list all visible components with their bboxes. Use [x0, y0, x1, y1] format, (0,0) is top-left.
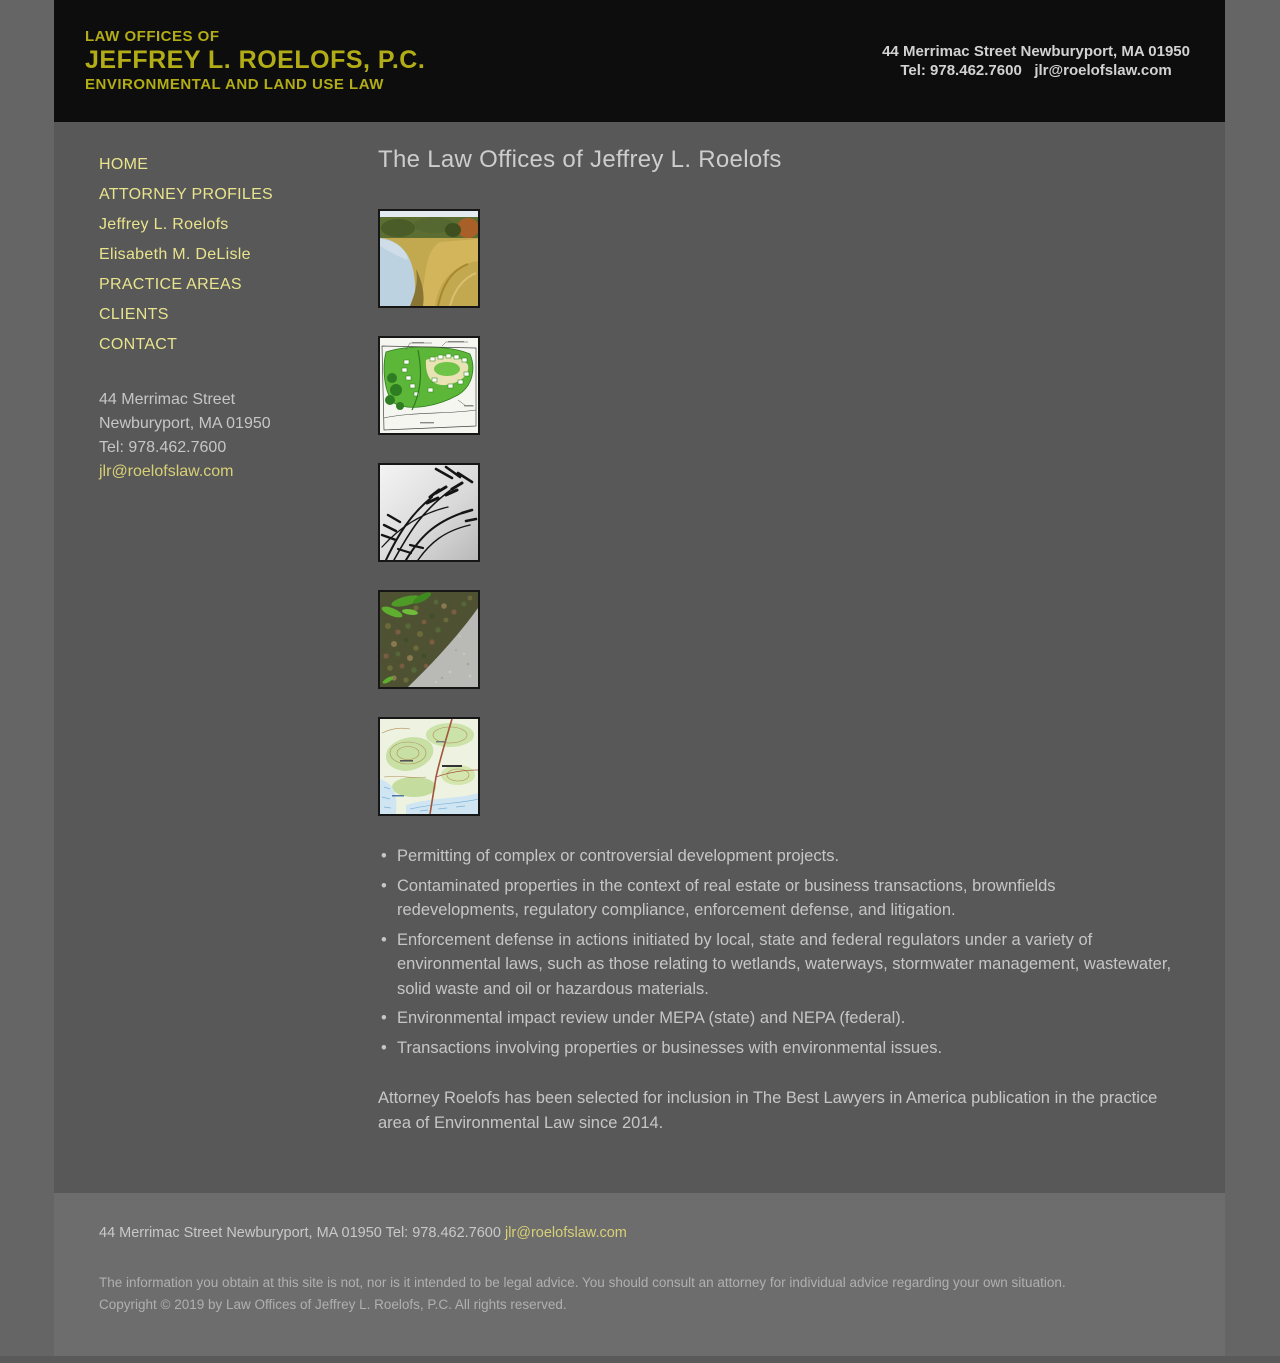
- footer-disclaimer: The information you obtain at this site is not, nor is it intended to be legal advice. You should consult an attorney for individual advice regarding your own situation.: [99, 1275, 1066, 1290]
- thumbnail-topo-map[interactable]: [378, 717, 480, 816]
- footer-contact-line: [99, 1193, 1225, 1242]
- header-contact-block: [882, 42, 1190, 80]
- thumbnail-site-plan-drawing[interactable]: [378, 336, 480, 435]
- bullet-item: • Permitting of complex or controversial development projects.: [378, 844, 1178, 869]
- sidebar-email-link[interactable]: jlr@roelofslaw.com: [99, 463, 234, 480]
- nav-item-elisabeth-delisle[interactable]: Elisabeth M. DeLisle: [99, 246, 251, 263]
- grasses-bw-image: [380, 465, 478, 560]
- topo-map-image: [380, 719, 478, 814]
- content-column: [378, 122, 1225, 1193]
- nav-item-clients[interactable]: CLIENTS: [99, 306, 169, 323]
- firm-logo: [54, 27, 425, 95]
- header-email: jlr@roelofslaw.com: [1034, 62, 1172, 79]
- nav-item-home[interactable]: HOME: [99, 156, 149, 173]
- nav-item-practice-areas[interactable]: PRACTICE AREAS: [99, 276, 242, 293]
- thumbnail-stack: [378, 209, 1178, 816]
- footer-address-phone: 44 Merrimac Street Newburyport, MA 01950 Tel: 978.462.7600: [99, 1225, 501, 1241]
- thumbnail-groundcover-photo[interactable]: [378, 590, 480, 689]
- footer-email-link[interactable]: jlr@roelofslaw.com: [504, 1225, 627, 1241]
- bullet-item: • Transactions involving properties or businesses with environmental issues.: [378, 1036, 1178, 1061]
- site-footer: [54, 1193, 1225, 1356]
- closing-paragraph: Attorney Roelofs has been selected for inclusion in The Best Lawyers in America publication in the practice area of Environmental Law since 2014.: [378, 1089, 1158, 1132]
- sidebar-address-block: [99, 388, 378, 484]
- sidebar-phone: Tel: 978.462.7600: [99, 439, 227, 456]
- marsh-river-image: [380, 211, 478, 306]
- logo-line-2: JEFFREY L. ROELOFS, P.C.: [85, 46, 426, 74]
- header-address: 44 Merrimac Street Newburyport, MA 01950: [882, 43, 1190, 60]
- nav-item-contact[interactable]: CONTACT: [99, 336, 178, 353]
- sidebar-address-line1: 44 Merrimac Street: [99, 391, 236, 408]
- site-plan-image: [380, 338, 478, 433]
- logo-line-3: ENVIRONMENTAL AND LAND USE LAW: [85, 76, 384, 93]
- nav-item-attorney-profiles[interactable]: ATTORNEY PROFILES: [99, 186, 274, 203]
- sidebar-address-line2: Newburyport, MA 01950: [99, 415, 271, 432]
- logo-line-1: LAW OFFICES OF: [85, 28, 220, 45]
- page-title: The Law Offices of Jeffrey L. Roelofs: [378, 146, 782, 173]
- sidebar-nav: [99, 150, 378, 360]
- thumbnail-grasses-bw-photo[interactable]: [378, 463, 480, 562]
- bullet-item: • Contaminated properties in the context of real estate or business transactions, brownfields redevelopments, regulatory compliance, enforcement defense, and litigation.: [378, 874, 1178, 923]
- thumbnail-marsh-river-photo[interactable]: [378, 209, 480, 308]
- bullet-item: • Environmental impact review under MEPA (state) and NEPA (federal).: [378, 1006, 1178, 1031]
- bullet-item: • Enforcement defense in actions initiated by local, state and federal regulators under a variety of environmental laws, such as those relating to wetlands, waterways, stormwater management, wastewater, solid waste and oil or hazardous materials.: [378, 928, 1178, 1002]
- groundcover-image: [380, 592, 478, 687]
- sidebar: [54, 122, 378, 1193]
- footer-copyright: Copyright © 2019 by Law Offices of Jeffrey L. Roelofs, P.C. All rights reserved.: [99, 1297, 567, 1312]
- practice-bullet-list: [378, 844, 1178, 1060]
- bottom-strip: [0, 1356, 1280, 1363]
- header-phone: Tel: 978.462.7600: [900, 62, 1022, 79]
- page-container: [54, 0, 1225, 1356]
- nav-item-jeffrey-roelofs[interactable]: Jeffrey L. Roelofs: [99, 216, 229, 233]
- site-header: [54, 0, 1225, 122]
- main-area: [54, 122, 1225, 1193]
